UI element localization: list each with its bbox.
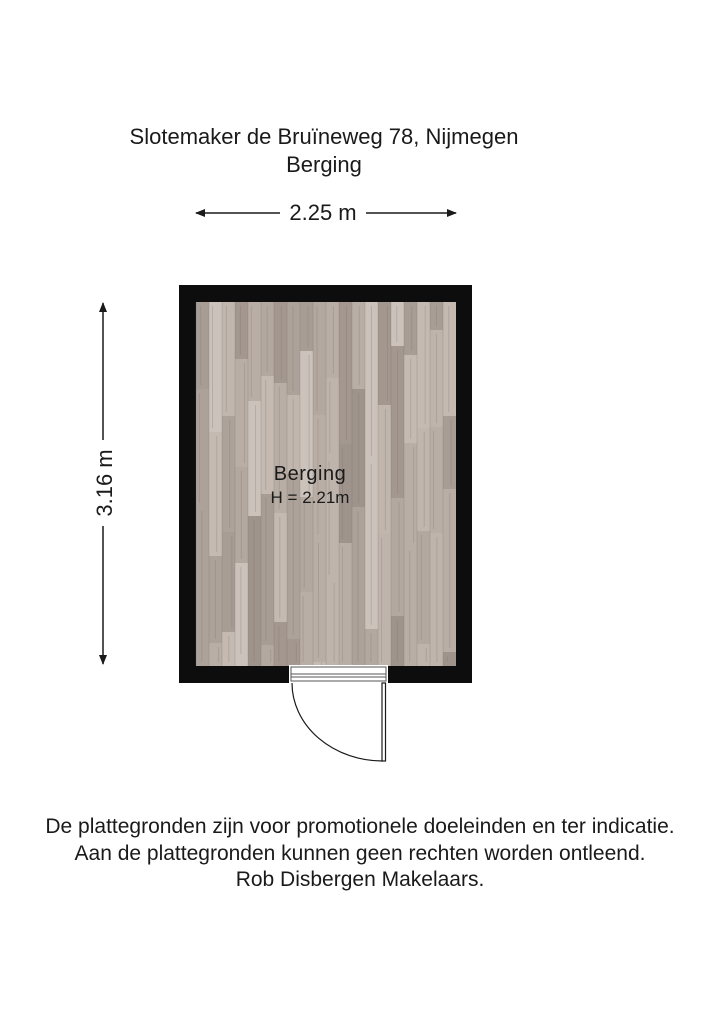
floor-plank bbox=[196, 507, 209, 666]
floor-plank bbox=[209, 643, 222, 666]
floor-plank bbox=[365, 629, 378, 666]
floor-plank bbox=[222, 302, 235, 416]
floor-plank bbox=[404, 302, 417, 355]
floor-plank bbox=[417, 644, 430, 666]
floor-plank bbox=[430, 427, 443, 533]
floor-plank bbox=[313, 539, 326, 662]
floor-plank bbox=[417, 428, 430, 531]
floor-plank bbox=[209, 302, 222, 432]
width-dimension-label: 2.25 m bbox=[280, 200, 366, 226]
floor-plank bbox=[235, 658, 248, 666]
floor-plank bbox=[313, 302, 326, 415]
floor-plank bbox=[378, 534, 391, 666]
floor-plank bbox=[274, 513, 287, 622]
floor-plank bbox=[326, 302, 339, 378]
disclaimer-line-1: De plattegronden zijn voor promotionele doeleinden en ter indicatie. bbox=[45, 815, 675, 838]
floor-plank bbox=[417, 302, 430, 428]
room-label: Berging bbox=[273, 463, 347, 485]
floor-plank bbox=[209, 432, 222, 556]
floor-plank bbox=[196, 389, 209, 507]
floor-plank bbox=[404, 547, 417, 666]
floor-plank bbox=[235, 302, 248, 359]
floor-plank bbox=[404, 443, 417, 547]
floor-plank bbox=[235, 563, 248, 658]
plan-subtitle-room: Berging bbox=[286, 152, 362, 177]
length-dimension-label: 3.16 m bbox=[92, 440, 118, 526]
floor-plank bbox=[378, 302, 391, 405]
floor-plank bbox=[339, 543, 352, 666]
floor-plank bbox=[222, 532, 235, 632]
floor-plank bbox=[417, 531, 430, 644]
floor-plank bbox=[261, 494, 274, 645]
floor-plank bbox=[300, 302, 313, 351]
floor-plank bbox=[443, 652, 456, 666]
floor-plank bbox=[287, 639, 300, 666]
disclaimer-line-2: Aan de plattegronden kunnen geen rechten worden ontleend. bbox=[74, 842, 646, 865]
floor-plank bbox=[261, 645, 274, 666]
plan-title-address: Slotemaker de Bruïneweg 78, Nijmegen bbox=[129, 124, 519, 149]
floor-plank bbox=[235, 359, 248, 467]
floor-plank bbox=[274, 302, 287, 383]
disclaimer-line-3: Rob Disbergen Makelaars. bbox=[235, 868, 485, 891]
floor-plank bbox=[196, 302, 209, 389]
floor-plank bbox=[326, 579, 339, 666]
room-height-label: H = 2.21m bbox=[270, 488, 350, 507]
floor-plank bbox=[443, 416, 456, 489]
floor-plank bbox=[391, 498, 404, 616]
floor-plank bbox=[443, 302, 456, 416]
floor-plank bbox=[339, 302, 352, 444]
floor-plank bbox=[326, 378, 339, 457]
floor-plank bbox=[352, 302, 365, 389]
floor-plank bbox=[352, 507, 365, 666]
floor-plank bbox=[300, 592, 313, 666]
floor-plank bbox=[300, 497, 313, 592]
floor-plank bbox=[274, 622, 287, 666]
floor-plank bbox=[391, 302, 404, 346]
door-swing-arc bbox=[292, 683, 383, 761]
door-leaf bbox=[382, 683, 386, 761]
floor-plank bbox=[248, 302, 261, 401]
